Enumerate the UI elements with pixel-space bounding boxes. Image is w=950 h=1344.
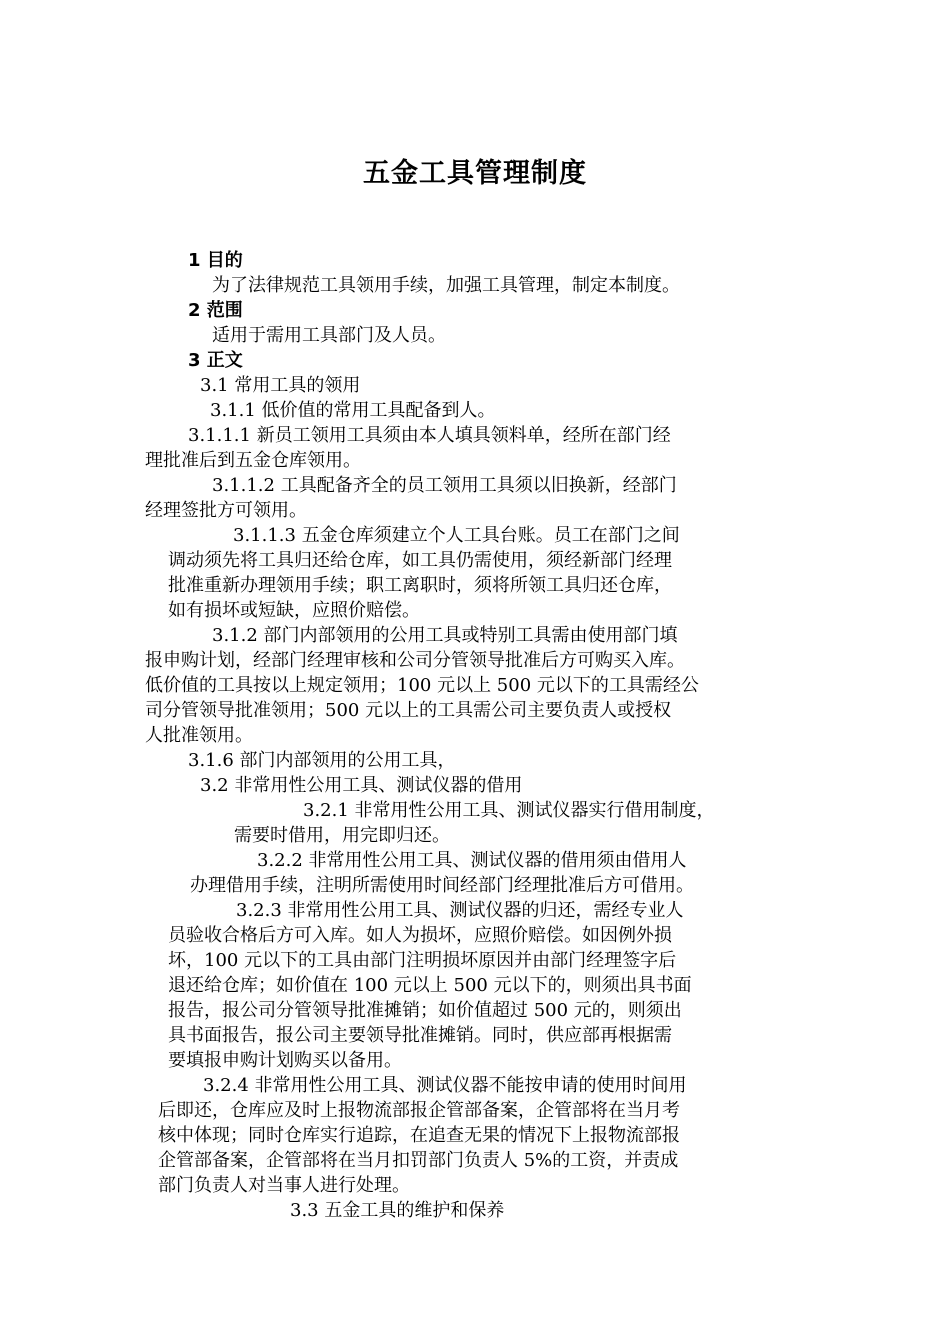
paragraph-line: 为了法律规范工具领用手续，加强工具管理，制定本制度。: [212, 275, 680, 296]
section-heading-purpose: 1 目的: [188, 250, 243, 271]
paragraph-line: 人批准领用。: [145, 725, 253, 746]
paragraph-line: 理批准后到五金仓库领用。: [145, 450, 361, 471]
paragraph-line: 部门负责人对当事人进行处理。: [158, 1175, 410, 1196]
paragraph-line: 低价值的工具按以上规定领用；100 元以上 500 元以下的工具需经公: [145, 675, 699, 696]
paragraph-line: 3.2.3 非常用性公用工具、测试仪器的归还，需经专业人: [236, 900, 684, 921]
paragraph-line: 适用于需用工具部门及人员。: [212, 325, 446, 346]
subsection-heading: 3.1 常用工具的领用: [200, 375, 361, 396]
paragraph-line: 如有损坏或短缺，应照价赔偿。: [168, 600, 420, 621]
paragraph-line: 3.1.6 部门内部领用的公用工具，: [188, 750, 456, 771]
paragraph-line: 员验收合格后方可入库。如人为损坏，应照价赔偿。如因例外损: [168, 925, 672, 946]
paragraph-line: 3.2.1 非常用性公用工具、测试仪器实行借用制度，: [303, 800, 715, 821]
paragraph-line: 3.1.1 低价值的常用工具配备到人。: [210, 400, 496, 421]
paragraph-line: 调动须先将工具归还给仓库，如工具仍需使用，须经新部门经理: [168, 550, 672, 571]
section-heading-main: 3 正文: [188, 350, 243, 371]
paragraph-line: 3.2.2 非常用性公用工具、测试仪器的借用须由借用人: [257, 850, 687, 871]
paragraph-line: 企管部备案，企管部将在当月扣罚部门负责人 5%的工资，并责成: [158, 1150, 679, 1171]
paragraph-line: 退还给仓库；如价值在 100 元以上 500 元以下的，则须出具书面: [168, 975, 692, 996]
paragraph-line: 坏，100 元以下的工具由部门注明损坏原因并由部门经理签字后: [168, 950, 677, 971]
paragraph-line: 需要时借用，用完即归还。: [234, 825, 450, 846]
paragraph-line: 具书面报告，报公司主要领导批准摊销。同时，供应部再根据需: [168, 1025, 672, 1046]
paragraph-line: 核中体现；同时仓库实行追踪，在追查无果的情况下上报物流部报: [158, 1125, 680, 1146]
paragraph-line: 批准重新办理领用手续；职工离职时，须将所领工具归还仓库，: [168, 575, 672, 596]
paragraph-line: 3.1.1.1 新员工领用工具须由本人填具领料单，经所在部门经: [188, 425, 671, 446]
document-title: 五金工具管理制度: [363, 158, 587, 189]
paragraph-line: 经理签批方可领用。: [145, 500, 307, 521]
paragraph-line: 报申购计划，经部门经理审核和公司分管领导批准后方可购买入库。: [145, 650, 685, 671]
paragraph-line: 报告，报公司分管领导批准摊销；如价值超过 500 元的，则须出: [168, 1000, 682, 1021]
subsection-heading: 3.3 五金工具的维护和保养: [290, 1200, 505, 1221]
paragraph-line: 3.2.4 非常用性公用工具、测试仪器不能按申请的使用时间用: [203, 1075, 687, 1096]
paragraph-line: 办理借用手续，注明所需使用时间经部门经理批准后方可借用。: [190, 875, 694, 896]
paragraph-line: 3.1.2 部门内部领用的公用工具或特别工具需由使用部门填: [212, 625, 678, 646]
paragraph-line: 后即还，仓库应及时上报物流部报企管部备案，企管部将在当月考: [158, 1100, 680, 1121]
paragraph-line: 要填报申购计划购买以备用。: [168, 1050, 402, 1071]
section-heading-scope: 2 范围: [188, 300, 243, 321]
subsection-heading: 3.2 非常用性公用工具、测试仪器的借用: [200, 775, 523, 796]
paragraph-line: 司分管领导批准领用；500 元以上的工具需公司主要负责人或授权: [145, 700, 672, 721]
paragraph-line: 3.1.1.3 五金仓库须建立个人工具台账。员工在部门之间: [233, 525, 680, 546]
paragraph-line: 3.1.1.2 工具配备齐全的员工领用工具须以旧换新，经部门: [212, 475, 677, 496]
